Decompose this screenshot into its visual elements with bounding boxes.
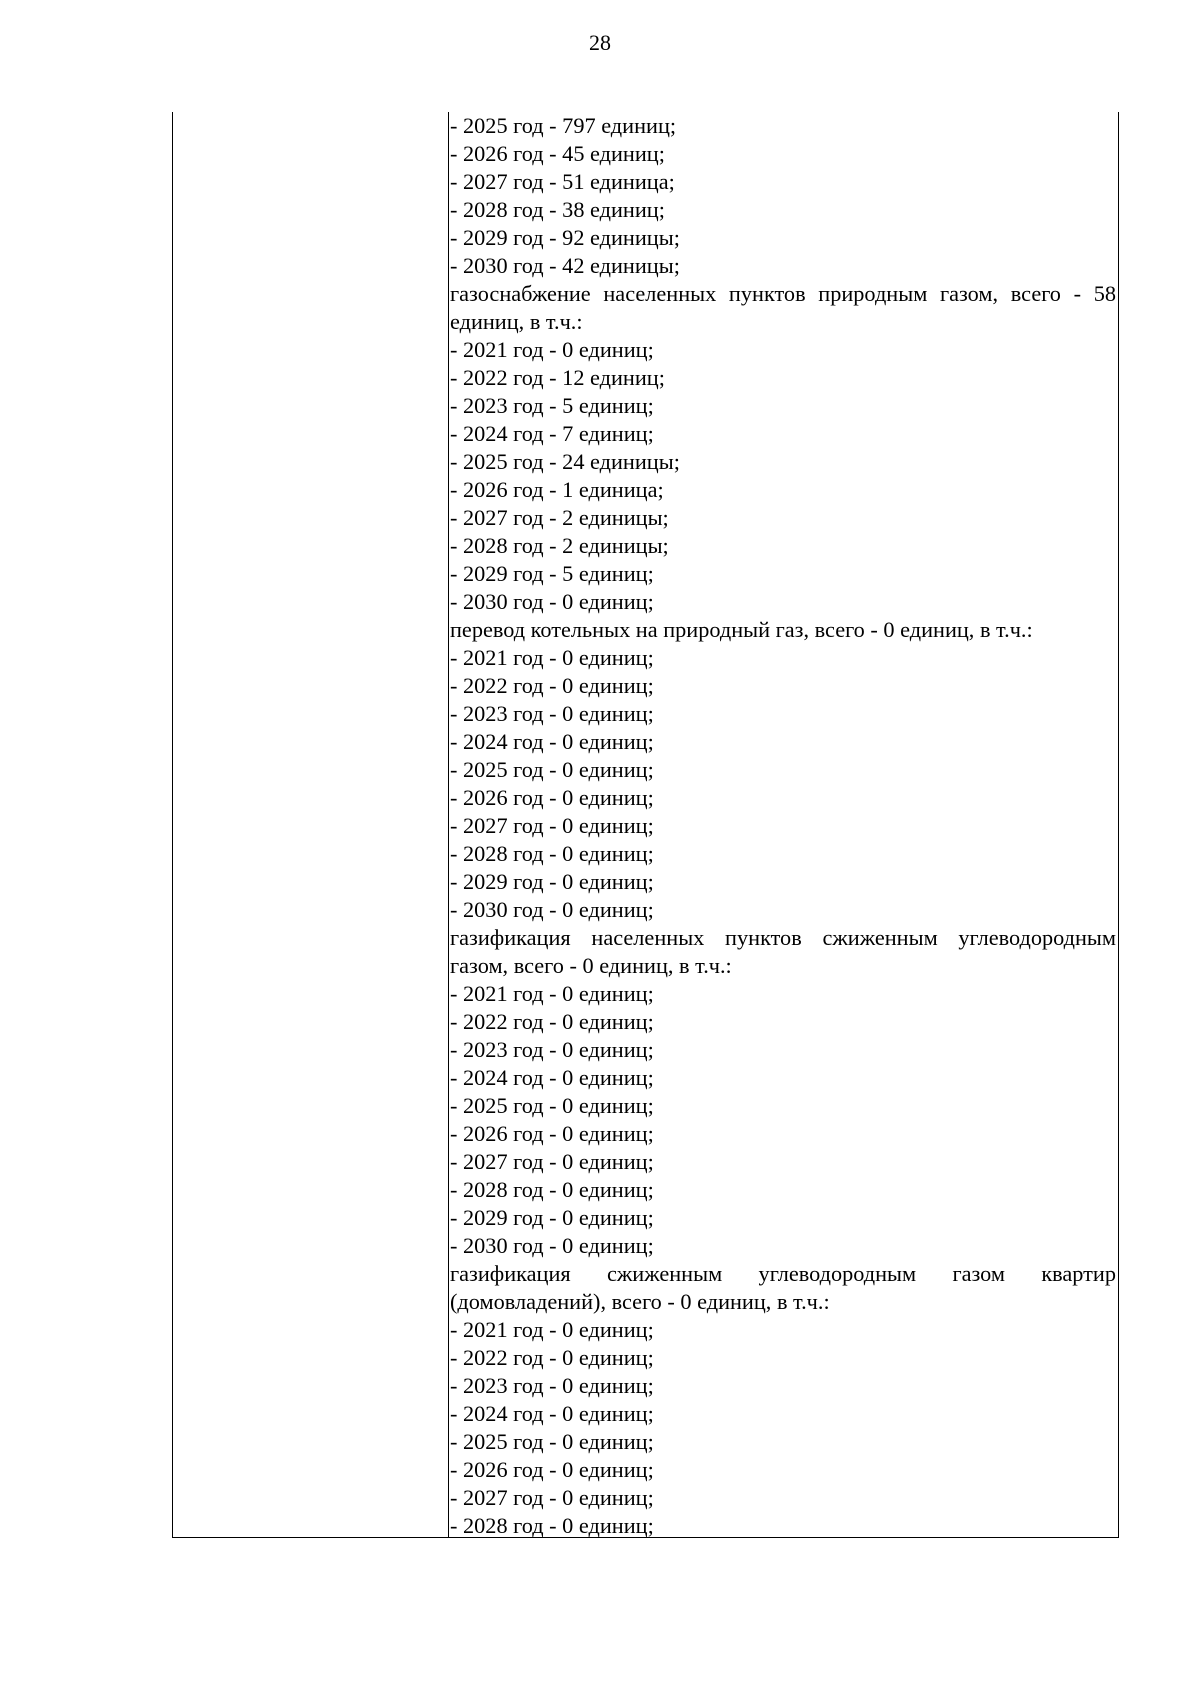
- text-line: газификация населенных пунктов сжиженным углеводородным: [450, 925, 1116, 950]
- text-line: - 2030 год - 0 единиц;: [450, 897, 654, 922]
- text-line: - 2030 год - 0 единиц;: [450, 1233, 654, 1258]
- text-line: газификация сжиженным углеводородным газом квартир: [450, 1261, 1116, 1286]
- text-line: - 2030 год - 0 единиц;: [450, 589, 654, 614]
- text-line: - 2028 год - 38 единиц;: [450, 197, 665, 222]
- text-line: - 2029 год - 5 единиц;: [450, 561, 654, 586]
- text-line: - 2028 год - 2 единицы;: [450, 533, 669, 558]
- text-line: - 2025 год - 24 единицы;: [450, 449, 680, 474]
- text-line: - 2022 год - 12 единиц;: [450, 365, 665, 390]
- text-line: - 2029 год - 0 единиц;: [450, 1205, 654, 1230]
- text-line: - 2027 год - 51 единица;: [450, 169, 675, 194]
- text-line: - 2027 год - 0 единиц;: [450, 1485, 654, 1510]
- text-line: - 2024 год - 0 единиц;: [450, 1401, 654, 1426]
- text-line: - 2025 год - 0 единиц;: [450, 757, 654, 782]
- text-line: - 2021 год - 0 единиц;: [450, 1317, 654, 1342]
- content-table: [172, 112, 1119, 1538]
- text-line: - 2025 год - 0 единиц;: [450, 1093, 654, 1118]
- text-line: - 2027 год - 0 единиц;: [450, 1149, 654, 1174]
- text-line: - 2026 год - 45 единиц;: [450, 141, 665, 166]
- text-line: - 2029 год - 92 единицы;: [450, 225, 680, 250]
- text-line: - 2026 год - 0 единиц;: [450, 1457, 654, 1482]
- text-line: - 2025 год - 0 единиц;: [450, 1429, 654, 1454]
- text-line: перевод котельных на природный газ, всего - 0 единиц, в т.ч.:: [450, 617, 1033, 642]
- text-line: - 2024 год - 0 единиц;: [450, 729, 654, 754]
- text-line: - 2021 год - 0 единиц;: [450, 645, 654, 670]
- text-line: - 2028 год - 0 единиц;: [450, 1177, 654, 1202]
- text-line: - 2028 год - 0 единиц;: [450, 1513, 654, 1538]
- table-right-column: [449, 112, 1117, 1537]
- text-line: - 2026 год - 0 единиц;: [450, 785, 654, 810]
- page-number: 28: [589, 30, 611, 55]
- text-line: (домовладений), всего - 0 единиц, в т.ч.:: [450, 1289, 830, 1314]
- text-line: - 2024 год - 0 единиц;: [450, 1065, 654, 1090]
- text-line: - 2026 год - 1 единица;: [450, 477, 664, 502]
- text-line: - 2022 год - 0 единиц;: [450, 673, 654, 698]
- text-line: - 2023 год - 5 единиц;: [450, 393, 654, 418]
- text-line: - 2027 год - 2 единицы;: [450, 505, 669, 530]
- text-line: - 2026 год - 0 единиц;: [450, 1121, 654, 1146]
- text-line: - 2024 год - 7 единиц;: [450, 421, 654, 446]
- text-line: - 2021 год - 0 единиц;: [450, 981, 654, 1006]
- text-line: - 2028 год - 0 единиц;: [450, 841, 654, 866]
- text-line: - 2027 год - 0 единиц;: [450, 813, 654, 838]
- text-line: - 2025 год - 797 единиц;: [450, 113, 677, 138]
- text-line: газоснабжение населенных пунктов природным газом, всего - 58: [450, 281, 1116, 306]
- text-line: - 2022 год - 0 единиц;: [450, 1345, 654, 1370]
- text-line: - 2029 год - 0 единиц;: [450, 869, 654, 894]
- text-line: единиц, в т.ч.:: [450, 309, 583, 334]
- table-left-column: [173, 112, 449, 1537]
- text-line: - 2023 год - 0 единиц;: [450, 701, 654, 726]
- text-line: - 2022 год - 0 единиц;: [450, 1009, 654, 1034]
- text-line: газом, всего - 0 единиц, в т.ч.:: [450, 953, 732, 978]
- text-line: - 2021 год - 0 единиц;: [450, 337, 654, 362]
- text-line: - 2023 год - 0 единиц;: [450, 1373, 654, 1398]
- text-line: - 2023 год - 0 единиц;: [450, 1037, 654, 1062]
- text-line: - 2030 год - 42 единицы;: [450, 253, 680, 278]
